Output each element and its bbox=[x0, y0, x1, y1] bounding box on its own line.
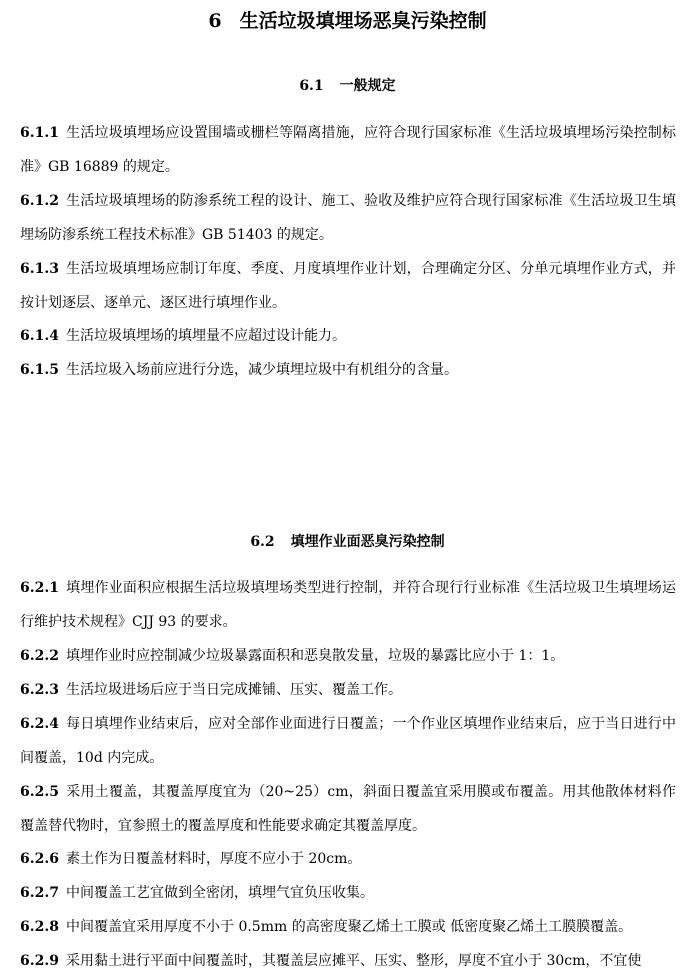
clause-6-1-4 bbox=[20, 319, 676, 353]
clause-number: 6.2.8 bbox=[20, 919, 59, 935]
clause-6-1-3 bbox=[20, 252, 676, 320]
clause-number: 6.2.4 bbox=[20, 716, 59, 732]
clause-text: 素土作为日覆盖材料时，厚度不应小于 20cm。 bbox=[66, 851, 362, 867]
clause-text: 填埋作业面积应根据生活垃圾填埋场类型进行控制，并符合现行行业标准《生活垃圾卫生填埋场运行维护技术规程》CJJ 93 的要求。 bbox=[20, 580, 676, 630]
clause-text: 中间覆盖工艺宜做到全密闭，填埋气宜负压收集。 bbox=[66, 885, 374, 901]
clause-text: 填埋作业时应控制减少垃圾暴露面积和恶臭散发量，垃圾的暴露比应小于 1：1。 bbox=[66, 648, 565, 664]
clause-6-1-5 bbox=[20, 353, 676, 387]
clause-text: 生活垃圾填埋场应制订年度、季度、月度填埋作业计划，合理确定分区、分单元填埋作业方式，并按计划逐层、逐单元、逐区进行填埋作业。 bbox=[20, 261, 676, 311]
chapter-title bbox=[0, 8, 695, 34]
clause-6-2-6 bbox=[20, 842, 676, 876]
clause-6-2-1 bbox=[20, 571, 676, 639]
clause-number: 6.1.4 bbox=[20, 328, 59, 344]
section-title-text: 一般规定 bbox=[339, 78, 396, 94]
clause-6-2-9 bbox=[20, 944, 676, 978]
clause-number: 6.2.2 bbox=[20, 648, 59, 664]
clause-number: 6.1.1 bbox=[20, 125, 59, 141]
clause-6-2-2 bbox=[20, 639, 676, 673]
clause-6-1-2 bbox=[20, 184, 676, 252]
section-title-text: 填埋作业面恶臭污染控制 bbox=[290, 534, 445, 550]
section-number: 6.2 bbox=[250, 534, 275, 550]
clause-6-2-5 bbox=[20, 775, 676, 843]
clause-6-1-1 bbox=[20, 116, 676, 184]
clause-text: 生活垃圾填埋场的防渗系统工程的设计、施工、验收及维护应符合现行国家标准《生活垃圾卫生填埋场防渗系统工程技术标准》GB 51403 的规定。 bbox=[20, 193, 676, 243]
clause-6-2-4 bbox=[20, 707, 676, 775]
chapter-title-text: 生活垃圾填埋场恶臭污染控制 bbox=[239, 10, 487, 32]
section-title-6-1 bbox=[0, 76, 695, 96]
clause-6-2-8 bbox=[20, 910, 676, 944]
clause-text: 生活垃圾入场前应进行分选，减少填埋垃圾中有机组分的含量。 bbox=[66, 362, 458, 378]
section-number: 6.1 bbox=[299, 78, 324, 94]
clause-text: 采用黏土进行平面中间覆盖时，其覆盖层应摊平、压实、整形，厚度不宜小于 30cm，不宜使 bbox=[66, 953, 642, 969]
clause-6-2-3 bbox=[20, 673, 676, 707]
clause-number: 6.2.7 bbox=[20, 885, 59, 901]
clause-text: 生活垃圾进场后应于当日完成摊铺、压实、覆盖工作。 bbox=[66, 682, 402, 698]
clause-text: 中间覆盖宜采用厚度不小于 0.5mm 的高密度聚乙烯土工膜或 低密度聚乙烯土工膜膜覆盖。 bbox=[66, 919, 633, 935]
clause-text: 生活垃圾填埋场的填埋量不应超过设计能力。 bbox=[66, 328, 346, 344]
clause-number: 6.2.9 bbox=[20, 953, 59, 969]
clause-number: 6.1.3 bbox=[20, 261, 59, 277]
clause-text: 每日填埋作业结束后，应对全部作业面进行日覆盖；一个作业区填埋作业结束后，应于当日进行中间覆盖，10d 内完成。 bbox=[20, 716, 676, 766]
section-title-6-2 bbox=[0, 532, 695, 552]
clause-text: 采用土覆盖，其覆盖厚度宜为（20~25）cm，斜面日覆盖宜采用膜或布覆盖。用其他散体材料作覆盖替代物时，宜参照土的覆盖厚度和性能要求确定其覆盖厚度。 bbox=[20, 784, 676, 834]
clause-number: 6.2.1 bbox=[20, 580, 59, 596]
clause-number: 6.2.6 bbox=[20, 851, 59, 867]
clause-text: 生活垃圾填埋场应设置围墙或栅栏等隔离措施，应符合现行国家标准《生活垃圾填埋场污染控制标准》GB 16889 的规定。 bbox=[20, 125, 676, 175]
clause-6-2-7 bbox=[20, 876, 676, 910]
clause-number: 6.2.3 bbox=[20, 682, 59, 698]
clause-number: 6.2.5 bbox=[20, 784, 59, 800]
chapter-number: 6 bbox=[208, 10, 222, 32]
clause-number: 6.1.2 bbox=[20, 193, 59, 209]
clause-number: 6.1.5 bbox=[20, 362, 59, 378]
